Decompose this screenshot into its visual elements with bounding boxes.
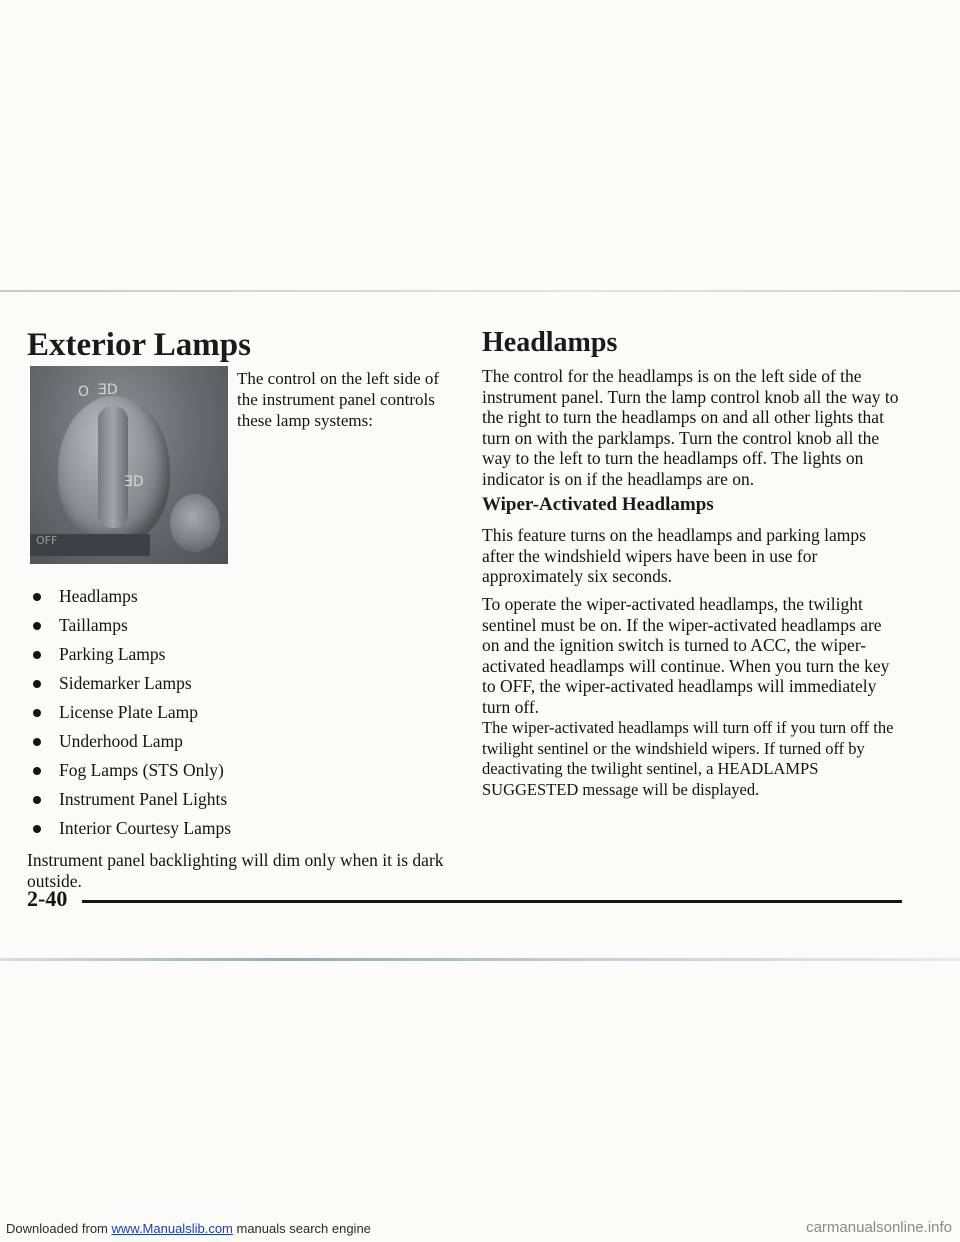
list-item-label: Instrument Panel Lights bbox=[59, 789, 228, 809]
headlamps-heading: Headlamps bbox=[482, 327, 618, 358]
bottom-divider bbox=[0, 958, 960, 961]
list-item bbox=[27, 814, 231, 843]
list-item-label: Underhood Lamp bbox=[59, 731, 183, 751]
list-item bbox=[27, 785, 231, 814]
wiper-operate-paragraph: To operate the wiper-activated headlamps, the twilight sentinel must be on. If the wiper-activated headlamps are on and the ignition switch is turned to ACC, the wiper-activated headlamps will continue. When you turn the key to OFF, the wiper-activated headlamps will immediately turn off. bbox=[482, 594, 890, 717]
list-item bbox=[27, 640, 231, 669]
headlamps-paragraph: The control for the headlamps is on the left side of the instrument panel. Turn the lamp control knob all the way to the right to turn the headlamps on and all other lights that turn on with the parklamps. Turn the control knob all the way to the left to turn the headlamps off. The lights on indicator is on if the headlamps are on. bbox=[482, 366, 899, 489]
bullet-icon bbox=[33, 593, 41, 601]
top-divider bbox=[0, 290, 960, 292]
list-item bbox=[27, 698, 231, 727]
list-item-label: Fog Lamps (STS Only) bbox=[59, 760, 224, 780]
wiper-turnoff-paragraph: The wiper-activated headlamps will turn off if you turn off the twilight sentinel or the windshield wipers. If turned off by deactivating the twilight sentinel, a HEADLAMPS SUGGESTED message will be displayed. bbox=[482, 718, 894, 799]
list-item-label: Parking Lamps bbox=[59, 644, 166, 664]
dimmer-dial bbox=[170, 494, 220, 552]
bullet-icon bbox=[33, 767, 41, 775]
intro-text: The control on the left side of the instrument panel controls these lamp systems: bbox=[237, 369, 440, 430]
wiper-feature-paragraph: This feature turns on the headlamps and parking lamps after the windshield wipers have been in use for approximately six seconds. bbox=[482, 525, 866, 586]
download-source-footer bbox=[6, 1221, 371, 1236]
knob-grip bbox=[98, 406, 128, 528]
lamp-systems-list bbox=[27, 582, 231, 843]
bullet-icon bbox=[33, 622, 41, 630]
bullet-icon bbox=[33, 680, 41, 688]
manualslib-link[interactable]: www.Manualslib.com bbox=[111, 1221, 233, 1236]
bullet-icon bbox=[33, 651, 41, 659]
backlighting-note: Instrument panel backlighting will dim only when it is dark outside. bbox=[27, 850, 444, 891]
bullet-icon bbox=[33, 796, 41, 804]
bullet-icon bbox=[33, 825, 41, 833]
list-item-label: Headlamps bbox=[59, 586, 138, 606]
list-item bbox=[27, 669, 231, 698]
list-item bbox=[27, 582, 231, 611]
wiper-activated-heading: Wiper-Activated Headlamps bbox=[482, 494, 714, 515]
exterior-lamps-heading: Exterior Lamps bbox=[27, 327, 251, 363]
off-symbol: O bbox=[78, 384, 90, 400]
list-item-label: Interior Courtesy Lamps bbox=[59, 818, 232, 838]
list-item bbox=[27, 611, 231, 640]
footer-suffix: manuals search engine bbox=[232, 1221, 371, 1236]
bullet-icon bbox=[33, 709, 41, 717]
off-label: OFF bbox=[36, 534, 58, 547]
site-watermark: carmanualsonline.info bbox=[806, 1219, 952, 1236]
headlamp-symbol: ƎD bbox=[124, 474, 144, 490]
footer-prefix: Downloaded from bbox=[6, 1221, 112, 1236]
list-item-label: Taillamps bbox=[59, 615, 128, 635]
list-item bbox=[27, 727, 231, 756]
bullet-icon bbox=[33, 738, 41, 746]
parklamp-symbol: ƎD bbox=[98, 382, 118, 398]
list-item bbox=[27, 756, 231, 785]
lamp-control-photo bbox=[30, 366, 228, 564]
page-number-rule bbox=[82, 900, 902, 903]
list-item-label: Sidemarker Lamps bbox=[59, 673, 192, 693]
list-item-label: License Plate Lamp bbox=[59, 702, 198, 722]
page-number: 2-40 bbox=[27, 886, 68, 911]
